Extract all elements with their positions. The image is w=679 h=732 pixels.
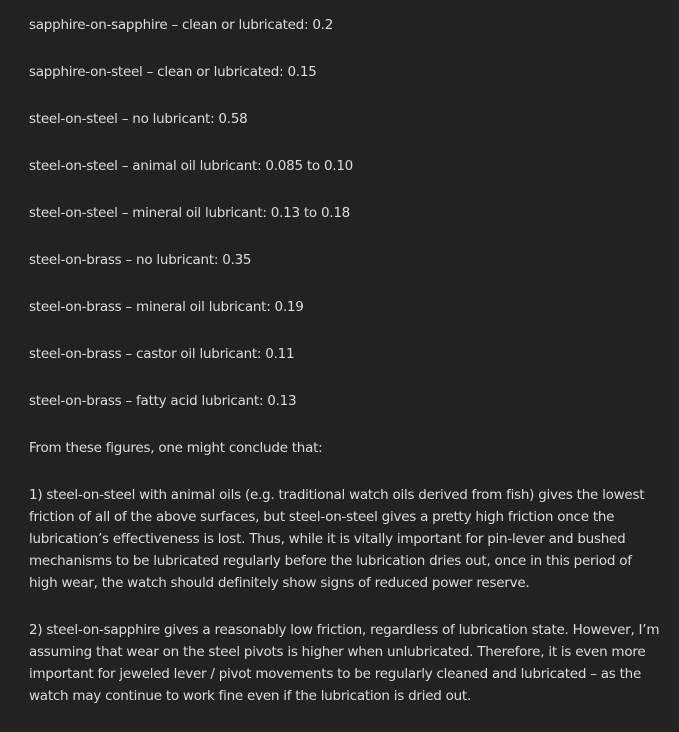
- friction-entry-steel-brass-fatty-acid: steel-on-brass – fatty acid lubricant: 0.13: [29, 393, 297, 409]
- friction-entry-sapphire-sapphire: sapphire-on-sapphire – clean or lubricated: 0.2: [29, 17, 334, 33]
- friction-entry-steel-steel-mineral-oil: steel-on-steel – mineral oil lubricant: 0.13 to 0.18: [29, 205, 351, 221]
- conclusion-point-1: 1) steel-on-steel with animal oils (e.g. traditional watch oils derived from fish) gives the lowest friction of all of the above surfaces, but steel-on-steel gives a pretty high friction once the lubrication’s effectiveness is lost. Thus, while it is vitally important for pin-lever and bushed mechanisms to be lubricated regularly before the lubrication dries out, once in this period of high wear, the watch should definitely show signs of reduced power reserve.: [29, 487, 645, 591]
- article-body: [29, 14, 661, 732]
- friction-entry-steel-steel-animal-oil: steel-on-steel – animal oil lubricant: 0.085 to 0.10: [29, 158, 354, 174]
- friction-entry-sapphire-steel: sapphire-on-steel – clean or lubricated: 0.15: [29, 64, 317, 80]
- friction-entry-steel-brass-dry: steel-on-brass – no lubricant: 0.35: [29, 252, 252, 268]
- friction-entry-steel-steel-dry: steel-on-steel – no lubricant: 0.58: [29, 111, 248, 127]
- conclusion-point-2: 2) steel-on-sapphire gives a reasonably low friction, regardless of lubrication state. However, I’m assuming that wear on the steel pivots is higher when unlubricated. Therefore, it is even more important for jeweled lever / pivot movements to be regularly cleaned and lubricated – as the watch may continue to work fine even if the lubrication is dried out.: [29, 622, 660, 704]
- friction-entry-steel-brass-castor-oil: steel-on-brass – castor oil lubricant: 0.11: [29, 346, 295, 362]
- conclusion-intro: From these figures, one might conclude that:: [29, 440, 323, 456]
- friction-entry-steel-brass-mineral-oil: steel-on-brass – mineral oil lubricant: 0.19: [29, 299, 304, 315]
